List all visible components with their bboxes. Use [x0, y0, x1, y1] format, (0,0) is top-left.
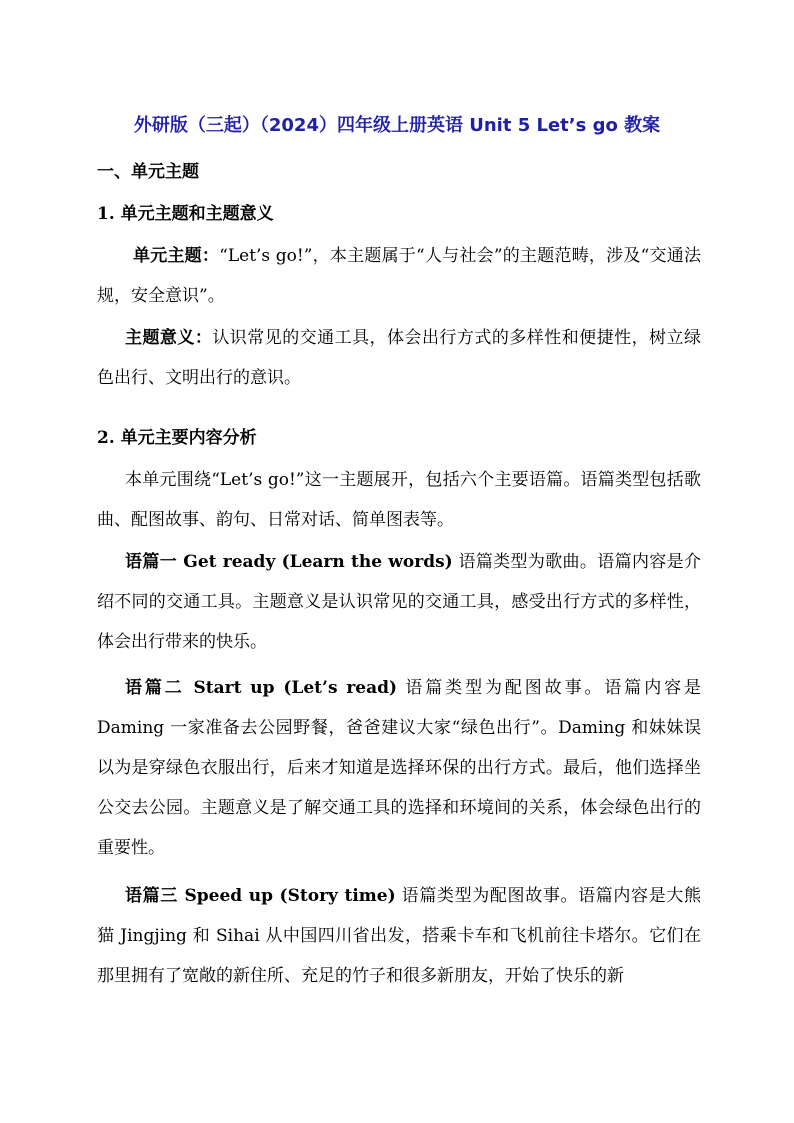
label-text-three: 语篇三 Speed up (Story time): [125, 886, 396, 906]
paragraph-unit-intro: [97, 460, 701, 540]
paragraph-text-one: [97, 542, 701, 662]
paragraph-unit-theme: [97, 236, 701, 316]
label-text-two: 语篇二 Start up (Let’s read): [125, 678, 398, 698]
label-text-one: 语篇一 Get ready (Learn the words): [125, 552, 453, 572]
section-heading-unit-theme: 一、单元主题: [97, 162, 199, 182]
subheading-theme-meaning: 1. 单元主题和主题意义: [97, 204, 274, 224]
body-text-one: 语篇类型为歌曲。语篇内容是介绍不同的交通工具。主题意义是认识常见的交通工具，感受出行方式的多样性，体会出行带来的快乐。: [97, 552, 701, 652]
text-unit-intro: 本单元围绕“Let’s go!”这一主题展开，包括六个主要语篇。语篇类型包括歌曲、配图故事、韵句、日常对话、简单图表等。: [97, 470, 701, 530]
label-unit-theme: 单元主题：: [133, 246, 220, 266]
paragraph-text-two: [97, 668, 701, 868]
body-text-two: 语篇类型为配图故事。语篇内容是 Daming 一家准备去公园野餐，爸爸建议大家“绿色出行”。Daming 和妹妹误以为是穿绿色衣服出行，后来才知道是选择环保的出行方式。最后，他们选择坐公交去公园。主题意义是了解交通工具的选择和环境间的关系，体会绿色出行的重要性。: [97, 678, 701, 858]
paragraph-text-three: [97, 876, 701, 996]
document-title: 外研版（三起）（2024）四年级上册英语 Unit 5 Let’s go 教案: [133, 115, 661, 136]
subheading-content-analysis: 2. 单元主要内容分析: [97, 428, 257, 448]
text-unit-theme: “Let’s go!”，本主题属于“人与社会”的主题范畴，涉及“交通法规，安全意识”。: [97, 246, 702, 306]
paragraph-theme-meaning: [97, 318, 701, 398]
text-theme-meaning: 认识常见的交通工具，体会出行方式的多样性和便捷性，树立绿色出行、文明出行的意识。: [97, 328, 701, 388]
label-theme-meaning: 主题意义：: [125, 328, 213, 348]
body-text-three: 语篇类型为配图故事。语篇内容是大熊猫 Jingjing 和 Sihai 从中国四川省出发，搭乘卡车和飞机前往卡塔尔。它们在那里拥有了宽敞的新住所、充足的竹子和很多新朋友，开始了快乐的新: [97, 886, 701, 986]
